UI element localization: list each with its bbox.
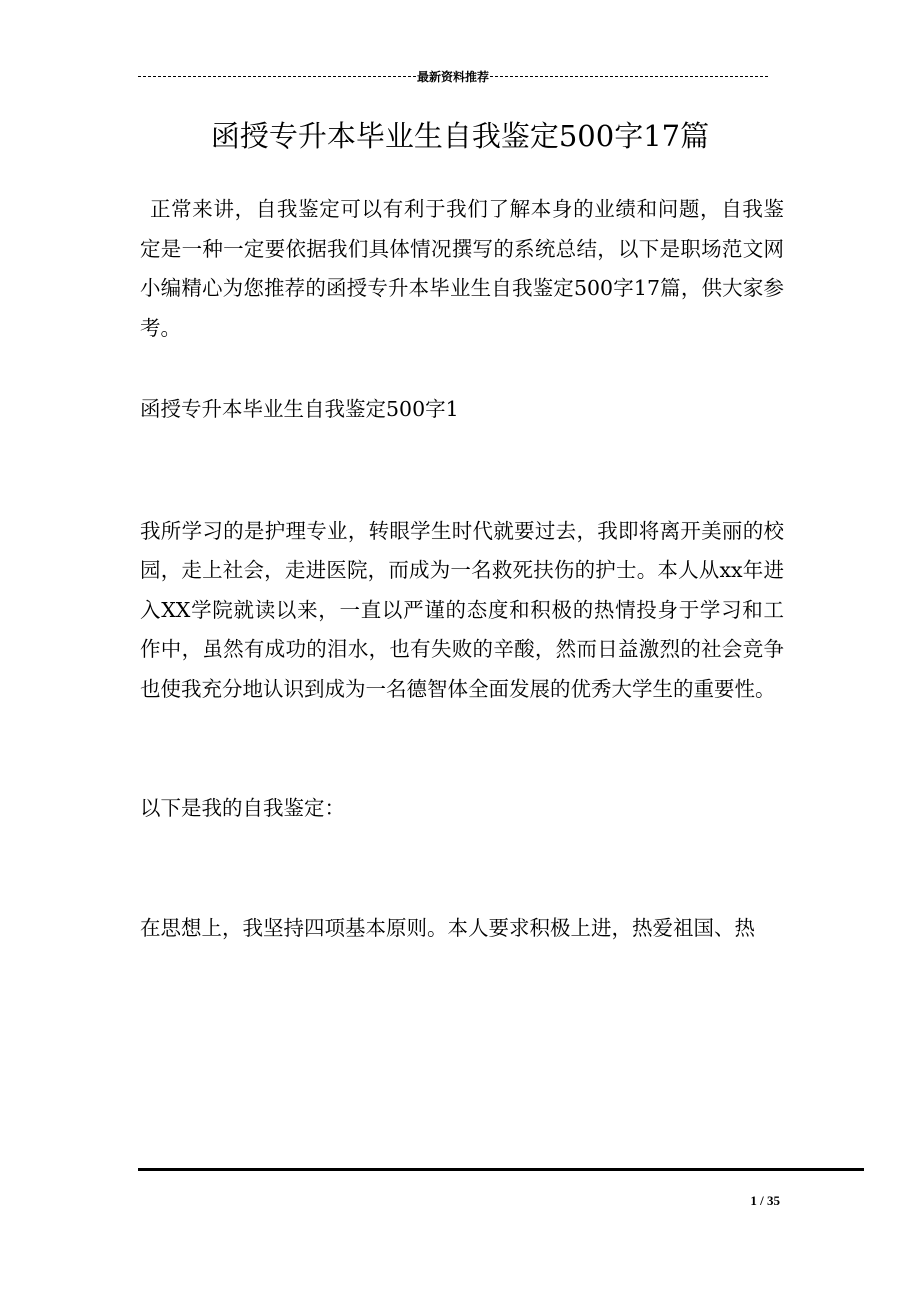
- paragraph-spacer: [140, 348, 784, 390]
- header-dash-right: [490, 76, 768, 77]
- body-paragraph: 以下是我的自我鉴定：: [140, 796, 345, 820]
- paragraph-spacer: [140, 430, 784, 512]
- document-title: 函授专升本毕业生自我鉴定500字17篇: [210, 119, 710, 153]
- page-number: 1 / 35: [750, 1193, 780, 1208]
- section-heading: 函授专升本毕业生自我鉴定500字1: [140, 397, 459, 421]
- body-paragraph: 我所学习的是护理专业，转眼学生时代就要过去，我即将离开美丽的校园，走上社会，走进医院，而成为一名救死扶伤的护士。本人从xx年进入XX学院就读以来，一直以严谨的态度和积极的热情投身于学习和工作中，虽然有成功的泪水，也有失败的辛酸，然而日益激烈的社会竞争也使我充分地认识到成为一名德智体全面发展的优秀大学生的重要性。: [140, 518, 784, 701]
- body-paragraph: 在思想上，我坚持四项基本原则。本人要求积极上进，热爱祖国、热: [140, 915, 755, 940]
- intro-paragraph: 正常来讲，自我鉴定可以有利于我们了解本身的业绩和问题，自我鉴定是一种一定要依据我们具体情况撰写的系统总结，以下是职场范文网小编精心为您推荐的函授专升本毕业生自我鉴定500字17篇，供大家参考。: [140, 197, 784, 340]
- paragraph-spacer: [140, 829, 784, 909]
- paragraph-spacer: [140, 709, 784, 789]
- document-body: [140, 190, 784, 948]
- header-banner-text: 最新资料推荐: [417, 69, 490, 84]
- header-dash-left: [138, 76, 416, 77]
- page-header: [138, 68, 768, 84]
- footer-rule: [138, 1168, 864, 1171]
